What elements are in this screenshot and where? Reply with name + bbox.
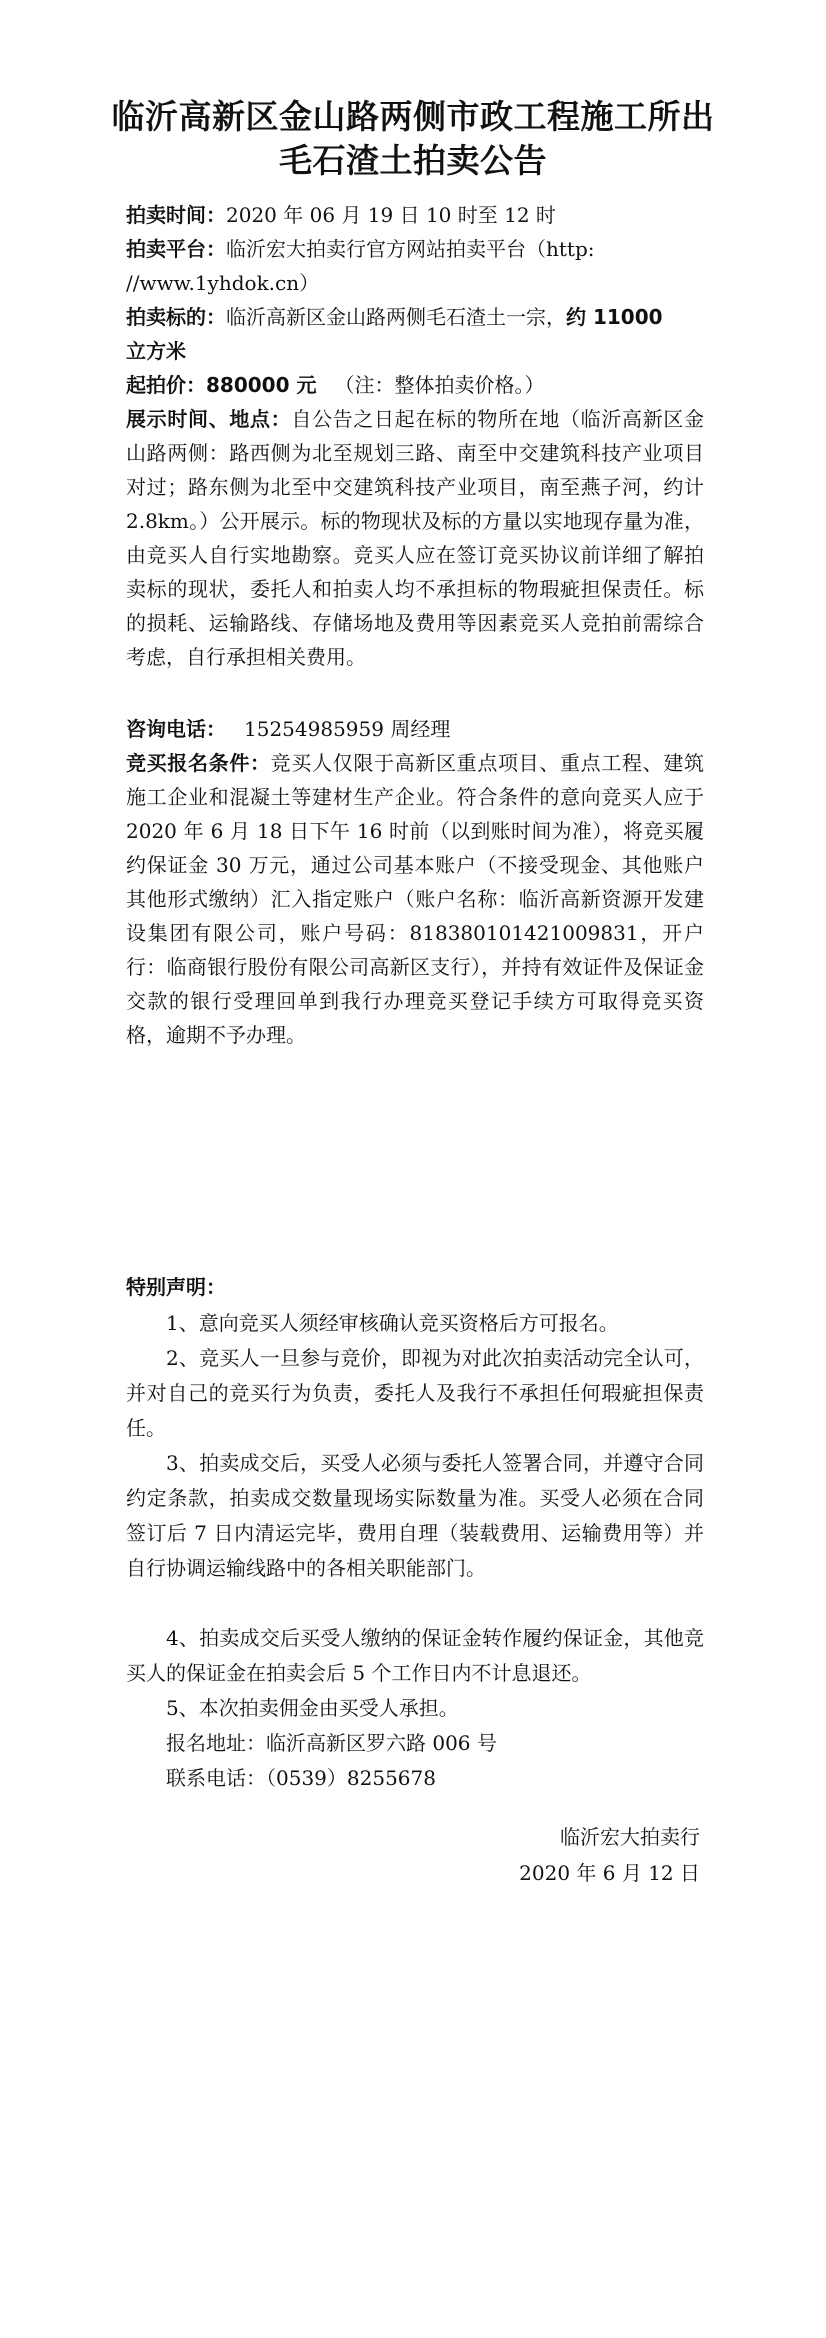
auction-object-unit: 立方米 xyxy=(126,339,186,363)
registration-conditions xyxy=(126,746,704,1052)
contact-telephone: 联系电话：（0539）8255678 xyxy=(166,1766,436,1790)
auction-platform-label: 拍卖平台： xyxy=(126,237,226,261)
starting-price-note: （注：整体拍卖价格。） xyxy=(334,373,545,397)
special-declaration-heading: 特别声明： xyxy=(126,1275,226,1299)
signature-date: 2020 年 6 月 12 日 xyxy=(519,1861,700,1885)
display-info xyxy=(126,402,704,674)
registration-address: 报名地址：临沂高新区罗六路 006 号 xyxy=(166,1731,497,1755)
contact-phone-value: 15254985959 周经理 xyxy=(244,717,451,741)
display-info-label: 展示时间、地点： xyxy=(126,407,292,431)
registration-conditions-text: 竞买人仅限于高新区重点项目、重点工程、建筑施工企业和混凝土等建材生产企业。符合条件的意向竞买人应于 2020 年 6 月 18 日下午 16 时前（以到账时间为准），将竞买履约保证金 30 万元，通过公司基本账户（不接受现金、其他账户其他形式缴纳）汇入指定账户（账户名称：临沂高新资源开发建设集团有限公司，账户号码：818380101421009831，开户行：临商银行股份有限公司高新区支行），并持有效证件及保证金交款的银行受理回单到我行办理竞买登记手续方可取得竞买资格，逾期不予办理。 xyxy=(126,751,705,1047)
contact-phone xyxy=(126,712,704,746)
contact-phone-label: 咨询电话： xyxy=(126,717,226,741)
title-line-2: 毛石渣土拍卖公告 xyxy=(279,141,547,180)
signature-org: 临沂宏大拍卖行 xyxy=(560,1825,700,1849)
auction-object-value: 临沂高新区金山路两侧毛石渣土一宗， xyxy=(226,305,566,329)
starting-price-label: 起拍价： xyxy=(126,373,206,397)
starting-price-value: 880000 元 xyxy=(206,373,317,397)
starting-price xyxy=(126,368,704,402)
declaration-item-3: 3、拍卖成交后，买受人必须与委托人签署合同，并遵守合同约定条款，拍卖成交数量现场实际数量为准。买受人必须在合同签订后 7 日内清运完毕，费用自理（装载费用、运输费用等）并自行协调运输线路中的各相关职能部门。 xyxy=(126,1451,704,1580)
display-info-text: 自公告之日起在标的物所在地（临沂高新区金山路两侧：路西侧为北至规划三路、南至中交建筑科技产业项目对过；路东侧为北至中交建筑科技产业项目，南至燕子河，约计 2.8km。）公开展示。标的物现状及标的方量以实地现存量为准，由竞买人自行实地勘察。竞买人应在签订竞买协议前详细了解拍卖标的现状，委托人和拍卖人均不承担标的物瑕疵担保责任。标的损耗、运输路线、存储场地及费用等因素竞买人竞拍前需综合考虑，自行承担相关费用。 xyxy=(126,407,705,669)
declaration-item-2: 2、竞买人一旦参与竞价，即视为对此次拍卖活动完全认可，并对自己的竞买行为负责，委托人及我行不承担任何瑕疵担保责任。 xyxy=(126,1346,704,1440)
auction-object xyxy=(126,300,704,368)
title-line-1: 临沂高新区金山路两侧市政工程施工所出 xyxy=(111,97,715,136)
auction-platform xyxy=(126,232,704,300)
auction-object-label: 拍卖标的： xyxy=(126,305,226,329)
auction-time xyxy=(126,198,704,232)
auction-platform-url: //www.1yhdok.cn） xyxy=(126,271,320,295)
auction-time-label: 拍卖时间： xyxy=(126,203,226,227)
auction-object-volume: 约 11000 xyxy=(566,305,663,329)
declaration-item-5: 5、本次拍卖佣金由买受人承担。 xyxy=(166,1696,459,1720)
auction-platform-value: 临沂宏大拍卖行官方网站拍卖平台（http: xyxy=(226,237,595,261)
declaration-item-4: 4、拍卖成交后买受人缴纳的保证金转作履约保证金，其他竞买人的保证金在拍卖会后 5 个工作日内不计息退还。 xyxy=(126,1626,704,1685)
auction-time-value: 2020 年 06 月 19 日 10 时至 12 时 xyxy=(226,203,556,227)
registration-conditions-label: 竞买报名条件： xyxy=(126,751,271,775)
declaration-item-1: 1、意向竞买人须经审核确认竞买资格后方可报名。 xyxy=(166,1311,619,1335)
